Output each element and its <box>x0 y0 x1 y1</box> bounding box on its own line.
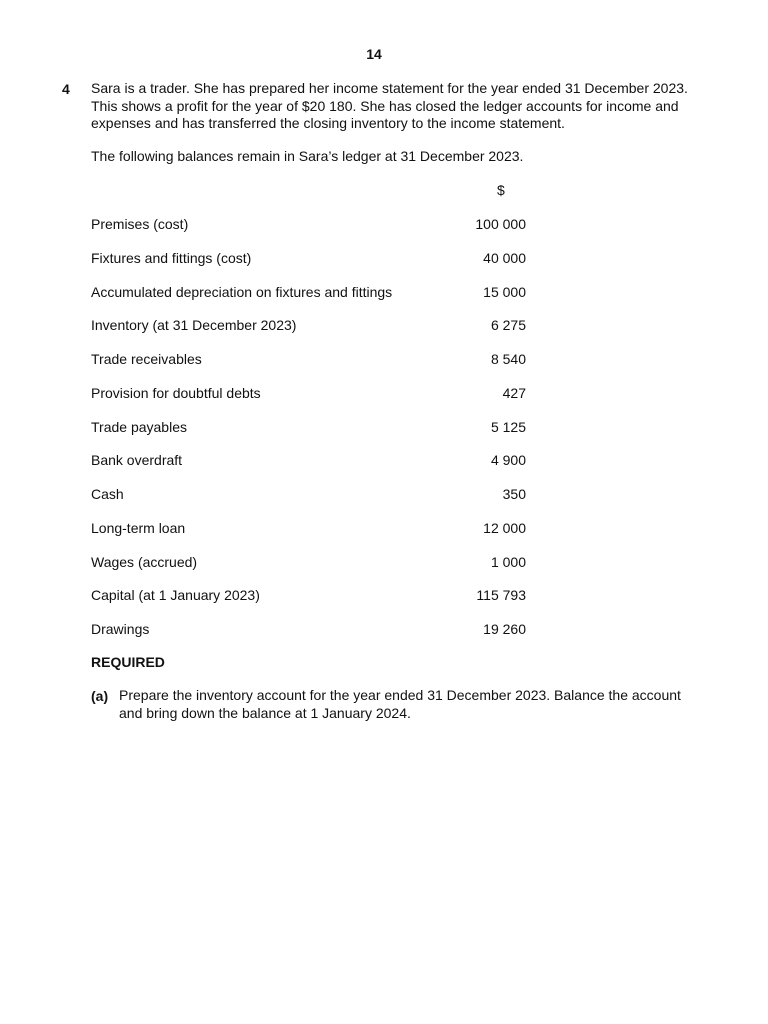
ledger-value: 6 275 <box>490 317 526 334</box>
ledger-label: Trade payables <box>91 418 187 435</box>
ledger-label: Capital (at 1 January 2023) <box>91 587 260 604</box>
ledger-label: Premises (cost) <box>91 216 189 232</box>
ledger-value: 15 000 <box>483 283 526 300</box>
ledger-label: Drawings <box>91 621 150 637</box>
ledger-row <box>91 248 527 282</box>
ledger-label: Long-term loan <box>91 519 186 536</box>
question-number: 4 <box>62 81 70 97</box>
ledger-label: Bank overdraft <box>91 452 183 469</box>
question-intro: Sara is a trader. She has prepared her income statement for the year ended 31 December 2023. This shows a profit for the year of $20 180. She has closed the ledger accounts for income and expenses and has transferred the closing inventory to the income statement. <box>91 80 688 131</box>
ledger-balances-list <box>91 214 527 653</box>
ledger-label: Trade receivables <box>91 351 202 367</box>
ledger-row <box>91 619 527 653</box>
ledger-row <box>91 417 527 451</box>
ledger-value: 4 900 <box>490 452 526 469</box>
ledger-label: Fixtures and fittings (cost) <box>91 249 252 266</box>
ledger-value: 100 000 <box>475 216 526 232</box>
part-text: Prepare the inventory account for the year ended 31 December 2023. Balance the account and bring down the balance at 1 January 2024. <box>119 687 681 721</box>
ledger-label: Wages (accrued) <box>91 553 198 570</box>
ledger-row <box>91 383 527 417</box>
ledger-label: Inventory (at 31 December 2023) <box>91 317 297 334</box>
ledger-row <box>91 282 527 316</box>
required-heading: REQUIRED <box>91 654 165 670</box>
ledger-value: 5 125 <box>490 418 526 435</box>
ledger-row <box>91 214 527 248</box>
page-number: 14 <box>366 46 382 62</box>
ledger-value: 350 <box>502 486 526 502</box>
part-label: (a) <box>91 688 109 704</box>
ledger-label: Provision for doubtful debts <box>91 384 261 401</box>
ledger-row <box>91 484 527 518</box>
ledger-value: 19 260 <box>483 621 526 637</box>
ledger-row <box>91 552 527 586</box>
ledger-row <box>91 315 527 349</box>
ledger-row <box>91 518 527 552</box>
ledger-value: 40 000 <box>483 249 526 266</box>
ledger-value: 427 <box>502 384 526 401</box>
currency-column-header: $ <box>497 182 505 198</box>
ledger-row <box>91 349 527 383</box>
ledger-label: Cash <box>91 486 124 502</box>
ledger-value: 115 793 <box>476 587 526 604</box>
ledger-lead-in: The following balances remain in Sara’s ledger at 31 December 2023. <box>91 148 524 164</box>
ledger-value: 1 000 <box>490 553 526 570</box>
ledger-row <box>91 585 527 619</box>
ledger-label: Accumulated depreciation on fixtures and fittings <box>91 283 393 300</box>
ledger-value: 8 540 <box>490 351 526 367</box>
ledger-row <box>91 450 527 484</box>
ledger-value: 12 000 <box>483 519 526 536</box>
